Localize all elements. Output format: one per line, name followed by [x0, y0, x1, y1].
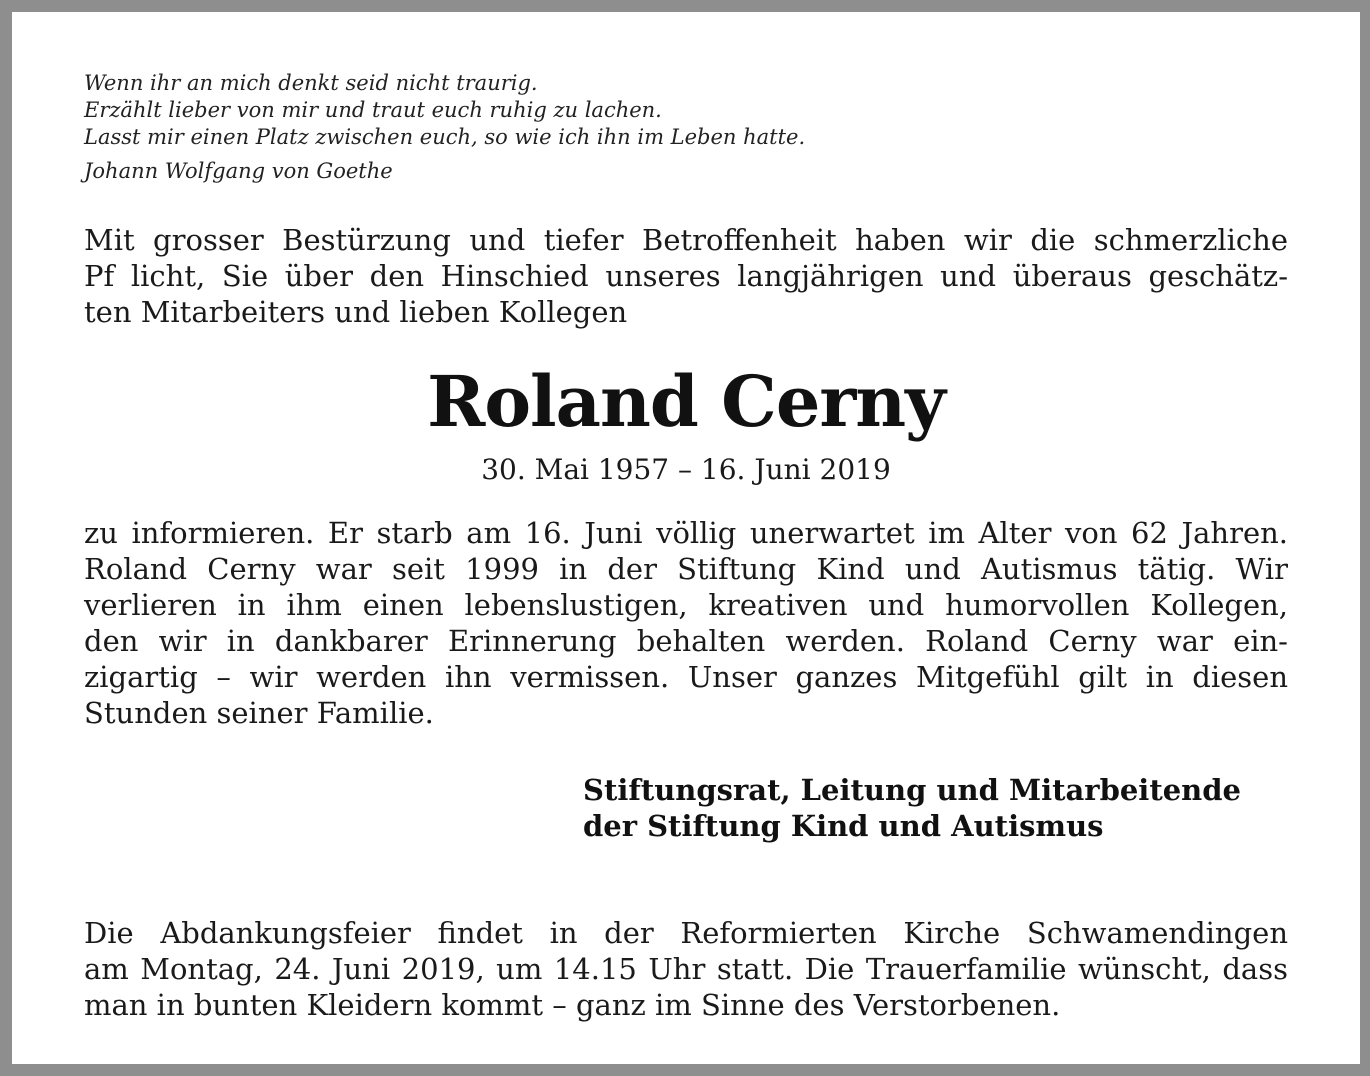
intro-line: ten Mitarbeiters und lieben Kollegen [84, 295, 628, 329]
ceremony-line: man in bunten Kleidern kommt – ganz im Sinne des Verstorbenen. [84, 988, 1061, 1022]
obituary-page [12, 12, 1360, 1064]
quote-author: Johann Wolfgang von Goethe [84, 159, 393, 183]
deceased-name: Roland Cerny [427, 360, 945, 443]
intro-paragraph [84, 222, 1288, 330]
ceremony-paragraph [84, 915, 1288, 1023]
signature-line: Stiftungsrat, Leitung und Mitarbeitende [583, 773, 1241, 807]
signature-line: der Stiftung Kind und Autismus [583, 809, 1104, 843]
body-line: zigartig – wir werden ihn vermissen. Unser ganzes Mitgefühl gilt in diesen [84, 660, 1288, 694]
body-paragraph [84, 515, 1288, 731]
poem-quote [84, 70, 805, 151]
quote-line: Lasst mir einen Platz zwischen euch, so wie ich ihn im Leben hatte. [84, 125, 806, 149]
body-line: Roland Cerny war seit 1999 in der Stiftung Kind und Autismus tätig. Wir [84, 552, 1288, 586]
intro-line: Mit grosser Bestürzung und tiefer Betroffenheit haben wir die schmerzliche [84, 223, 1288, 257]
body-line: verlieren in ihm einen lebenslustigen, kreativen und humorvollen Kollegen, [84, 588, 1288, 622]
body-line: Stunden seiner Familie. [84, 696, 434, 730]
body-line: zu informieren. Er starb am 16. Juni völlig unerwartet im Alter von 62 Jahren. [84, 516, 1288, 550]
quote-line: Erzählt lieber von mir und traut euch ruhig zu lachen. [84, 98, 662, 122]
intro-line: Pf licht, Sie über den Hinschied unseres langjährigen und überaus geschätz- [84, 259, 1288, 293]
quote-line: Wenn ihr an mich denkt seid nicht traurig. [84, 71, 538, 95]
ceremony-line: am Montag, 24. Juni 2019, um 14.15 Uhr statt. Die Trauerfamilie wünscht, dass [84, 952, 1288, 986]
signature-block [583, 772, 1288, 844]
ceremony-line: Die Abdankungsfeier findet in der Reformierten Kirche Schwamendingen [84, 916, 1288, 950]
body-line: den wir in dankbarer Erinnerung behalten werden. Roland Cerny war ein- [84, 624, 1288, 658]
life-dates: 30. Mai 1957 – 16. Juni 2019 [481, 453, 891, 486]
